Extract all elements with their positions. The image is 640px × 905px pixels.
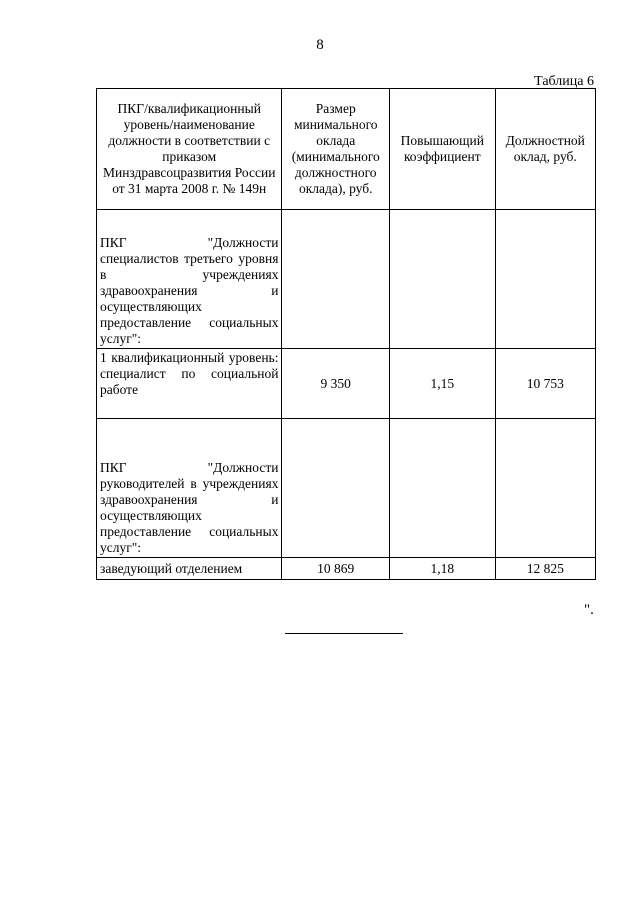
row-salary: 12 825	[495, 558, 595, 580]
table-row	[97, 349, 596, 419]
row-label: заведующий отделением	[97, 558, 282, 580]
table-row	[97, 419, 596, 558]
row-min-salary: 9 350	[282, 349, 390, 419]
row-coefficient: 1,15	[390, 349, 496, 419]
row-label: ПКГ "Должности руководителей в учреждениях здравоохранения и осуществляющих предоставление социальных услуг":	[97, 419, 282, 558]
salary-table	[96, 88, 596, 580]
header-salary: Должностной оклад, руб.	[495, 89, 595, 210]
table-row	[97, 558, 596, 580]
page-number: 8	[316, 37, 324, 53]
table-row	[97, 210, 596, 349]
row-min-salary	[282, 419, 390, 558]
row-min-salary: 10 869	[282, 558, 390, 580]
header-min-salary: Размер минимального оклада (минимального должностного оклада), руб.	[282, 89, 390, 210]
row-label: ПКГ "Должности специалистов третьего уровня в учреждениях здравоохранения и осуществляющих предоставление социальных услуг":	[97, 210, 282, 349]
row-label: 1 квалификационный уровень: специалист по социальной работе	[97, 349, 282, 419]
table-caption: Таблица 6	[534, 74, 594, 89]
row-coefficient: 1,18	[390, 558, 496, 580]
separator-line	[285, 633, 403, 634]
header-position: ПКГ/квалификационный уровень/наименование должности в соответствии с приказом Минздравсоцразвития России от 31 марта 2008 г. № 149н	[97, 89, 282, 210]
row-coefficient	[390, 210, 496, 349]
table-header-row	[97, 89, 596, 210]
row-salary: 10 753	[495, 349, 595, 419]
closing-quote-mark: ".	[584, 602, 594, 618]
row-salary	[495, 419, 595, 558]
row-salary	[495, 210, 595, 349]
row-coefficient	[390, 419, 496, 558]
row-min-salary	[282, 210, 390, 349]
header-coefficient: Повышающий коэффициент	[390, 89, 496, 210]
